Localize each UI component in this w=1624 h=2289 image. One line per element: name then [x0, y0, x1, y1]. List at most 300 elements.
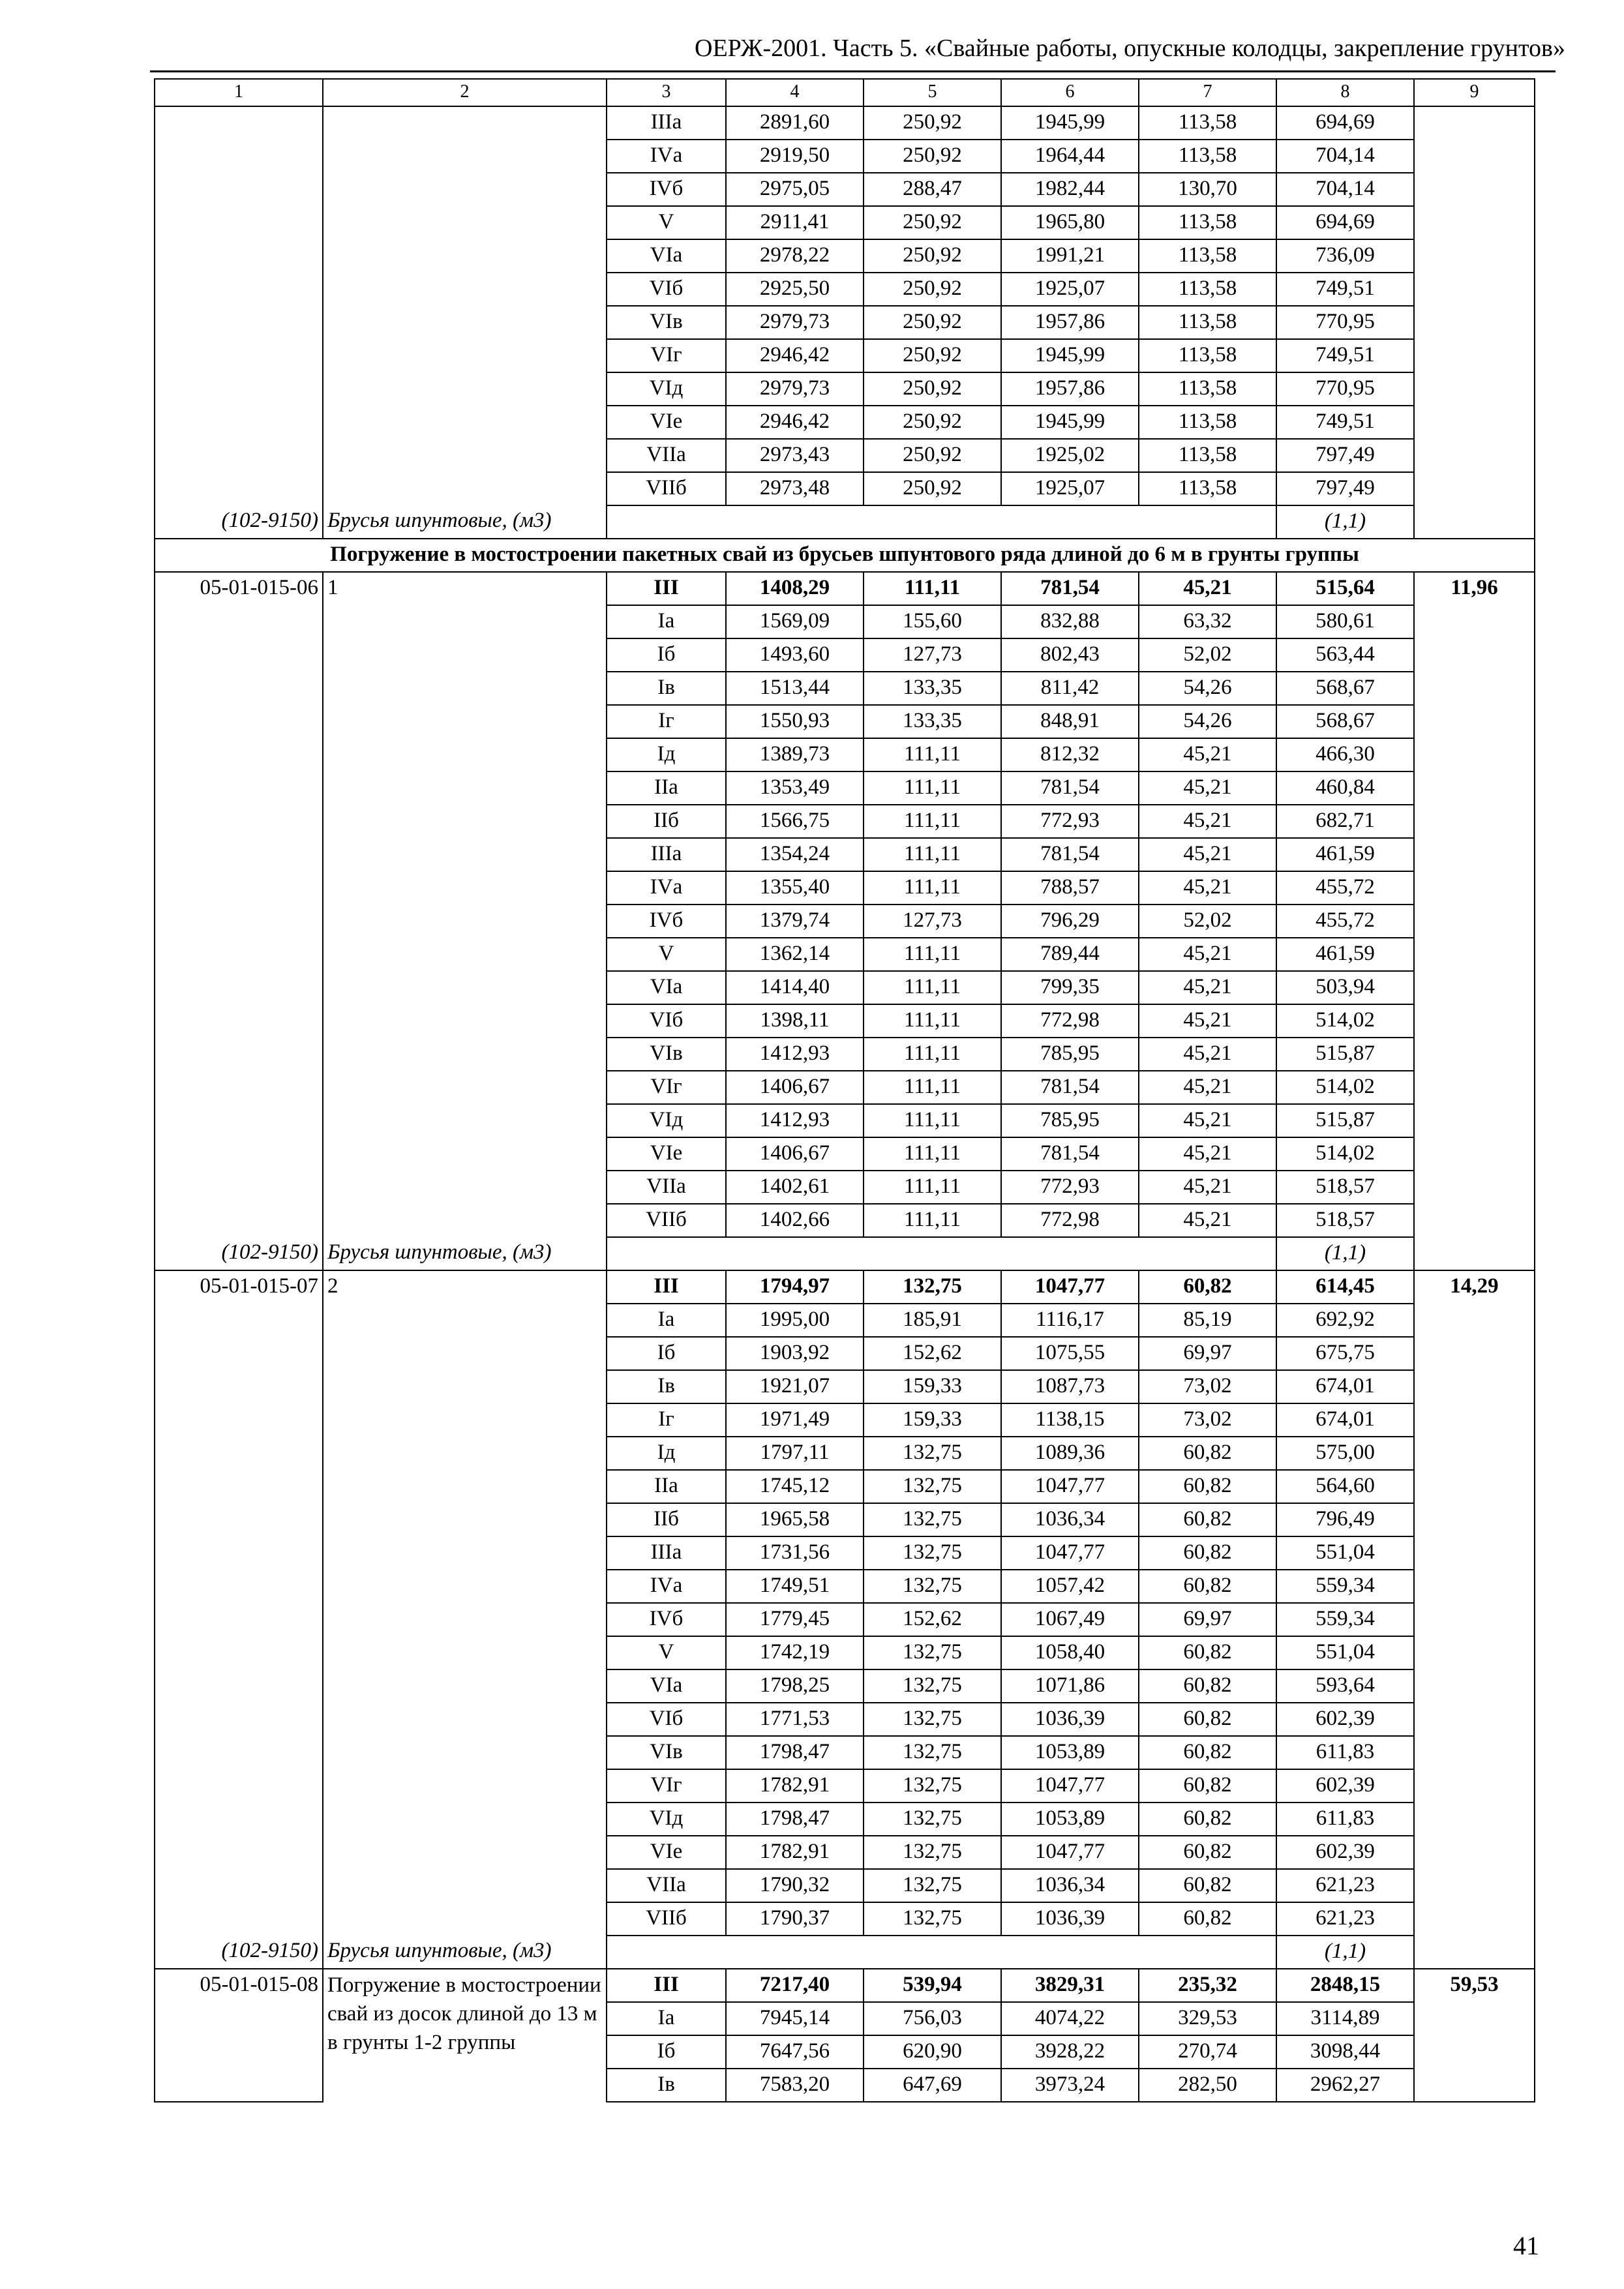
empty-cell: [155, 372, 323, 406]
cost-value: 796,49: [1276, 1503, 1414, 1536]
table-row: [155, 1803, 1535, 1836]
empty-cell: [1414, 106, 1535, 140]
column-number: 3: [607, 79, 726, 106]
cost-value: 111,11: [864, 1004, 1001, 1038]
cost-value: 130,70: [1139, 173, 1276, 206]
cost-value: 1965,80: [1001, 206, 1139, 239]
table-row: [155, 472, 1535, 505]
empty-cell: [323, 1803, 607, 1836]
resource-row: [155, 505, 1535, 539]
cost-value: 60,82: [1139, 1902, 1276, 1936]
rate-name: Погружение в мостостроении свай из досок длиной до 13 м в грунты 1-2 группы: [323, 1969, 607, 2102]
empty-cell: [1414, 1669, 1535, 1703]
cost-value: 461,59: [1276, 838, 1414, 871]
cost-value: 1945,99: [1001, 106, 1139, 140]
cost-value: 832,88: [1001, 605, 1139, 638]
cost-value: 111,11: [864, 971, 1001, 1004]
empty-cell: [1139, 505, 1276, 539]
empty-cell: [1414, 1536, 1535, 1570]
cost-value: 152,62: [864, 1337, 1001, 1370]
cost-value: 111,11: [864, 1071, 1001, 1104]
table-row: [155, 1902, 1535, 1936]
table-row: [155, 406, 1535, 439]
cost-value: 514,02: [1276, 1004, 1414, 1038]
table-row: [155, 1270, 1535, 1304]
soil-group: VIе: [607, 406, 726, 439]
column-number: 7: [1139, 79, 1276, 106]
cost-value: 611,83: [1276, 1803, 1414, 1836]
cost-value: 564,60: [1276, 1470, 1414, 1503]
cost-value: 113,58: [1139, 273, 1276, 306]
labor-value: 14,29: [1414, 1270, 1535, 1304]
soil-group: Iа: [607, 1304, 726, 1337]
empty-cell: [155, 672, 323, 705]
cost-value: 60,82: [1139, 1636, 1276, 1669]
cost-value: 2911,41: [726, 206, 864, 239]
empty-cell: [155, 1038, 323, 1071]
cost-value: 45,21: [1139, 838, 1276, 871]
cost-value: 2891,60: [726, 106, 864, 140]
cost-value: 1398,11: [726, 1004, 864, 1038]
cost-value: 1745,12: [726, 1470, 864, 1503]
soil-group: IVб: [607, 1603, 726, 1636]
empty-cell: [323, 472, 607, 505]
cost-value: 1964,44: [1001, 140, 1139, 173]
empty-cell: [323, 1437, 607, 1470]
column-number-row: [155, 79, 1535, 106]
resource-code: (102-9150): [155, 1237, 323, 1270]
empty-cell: [1414, 1403, 1535, 1437]
cost-value: 250,92: [864, 206, 1001, 239]
empty-cell: [1414, 1869, 1535, 1902]
empty-cell: [1414, 2002, 1535, 2035]
rate-name: 2: [323, 1270, 607, 1304]
cost-value: 132,75: [864, 1769, 1001, 1803]
empty-cell: [155, 1736, 323, 1769]
soil-group: III: [607, 1969, 726, 2002]
cost-value: 1971,49: [726, 1403, 864, 1437]
table-row: [155, 1869, 1535, 1902]
soil-group: IVб: [607, 173, 726, 206]
cost-value: 1965,58: [726, 1503, 864, 1536]
cost-value: 1513,44: [726, 672, 864, 705]
empty-cell: [323, 1902, 607, 1936]
cost-value: 1053,89: [1001, 1803, 1139, 1836]
cost-value: 85,19: [1139, 1304, 1276, 1337]
soil-group: VIб: [607, 273, 726, 306]
column-number: 8: [1276, 79, 1414, 106]
cost-value: 785,95: [1001, 1104, 1139, 1137]
cost-value: 675,75: [1276, 1337, 1414, 1370]
empty-cell: [155, 439, 323, 472]
cost-value: 45,21: [1139, 971, 1276, 1004]
table-row: [155, 738, 1535, 771]
cost-value: 45,21: [1139, 805, 1276, 838]
cost-value: 466,30: [1276, 738, 1414, 771]
soil-group: VIIа: [607, 1869, 726, 1902]
empty-cell: [155, 1536, 323, 1570]
cost-value: 54,26: [1139, 672, 1276, 705]
cost-value: 2919,50: [726, 140, 864, 173]
soil-group: IIб: [607, 805, 726, 838]
cost-value: 60,82: [1139, 1437, 1276, 1470]
empty-cell: [1414, 239, 1535, 273]
empty-cell: [155, 1570, 323, 1603]
empty-cell: [323, 1370, 607, 1403]
soil-group: IVа: [607, 1570, 726, 1603]
soil-group: VIд: [607, 1803, 726, 1836]
cost-value: 514,02: [1276, 1071, 1414, 1104]
table-row: [155, 1570, 1535, 1603]
cost-value: 1036,34: [1001, 1503, 1139, 1536]
cost-value: 1550,93: [726, 705, 864, 738]
cost-value: 551,04: [1276, 1536, 1414, 1570]
section-title: Погружение в мостостроении пакетных свай из брусьев шпунтового ряда длиной до 6 м в грунты группы: [155, 539, 1535, 572]
cost-value: 250,92: [864, 140, 1001, 173]
empty-cell: [1414, 306, 1535, 339]
empty-cell: [155, 1902, 323, 1936]
empty-cell: [155, 905, 323, 938]
cost-value: 1414,40: [726, 971, 864, 1004]
cost-value: 789,44: [1001, 938, 1139, 971]
table-row: [155, 1769, 1535, 1803]
price-table: [154, 78, 1535, 2102]
empty-cell: [323, 1038, 607, 1071]
empty-cell: [155, 1403, 323, 1437]
cost-value: 7217,40: [726, 1969, 864, 2002]
soil-group: Iв: [607, 2069, 726, 2102]
empty-cell: [323, 406, 607, 439]
empty-cell: [323, 1603, 607, 1636]
empty-cell: [323, 1503, 607, 1536]
empty-cell: [1414, 372, 1535, 406]
cost-value: 1362,14: [726, 938, 864, 971]
cost-value: 111,11: [864, 1038, 1001, 1071]
soil-group: VIд: [607, 1104, 726, 1137]
cost-value: 518,57: [1276, 1171, 1414, 1204]
cost-value: 60,82: [1139, 1736, 1276, 1769]
empty-cell: [1414, 738, 1535, 771]
empty-cell: [323, 1736, 607, 1769]
cost-value: 1731,56: [726, 1536, 864, 1570]
empty-cell: [1001, 1237, 1139, 1270]
cost-value: 797,49: [1276, 472, 1414, 505]
soil-group: Iб: [607, 2035, 726, 2069]
cost-value: 282,50: [1139, 2069, 1276, 2102]
cost-value: 1089,36: [1001, 1437, 1139, 1470]
empty-cell: [1414, 638, 1535, 672]
cost-value: 113,58: [1139, 106, 1276, 140]
table-row: [155, 106, 1535, 140]
empty-cell: [323, 1071, 607, 1104]
cost-value: 1797,11: [726, 1437, 864, 1470]
cost-value: 52,02: [1139, 905, 1276, 938]
cost-value: 133,35: [864, 672, 1001, 705]
empty-cell: [1414, 273, 1535, 306]
empty-cell: [1414, 805, 1535, 838]
table-row: [155, 1370, 1535, 1403]
table-row: [155, 1536, 1535, 1570]
table-row: [155, 771, 1535, 805]
empty-cell: [1414, 439, 1535, 472]
soil-group: V: [607, 1636, 726, 1669]
empty-cell: [1414, 1836, 1535, 1869]
cost-value: 132,75: [864, 1636, 1001, 1669]
cost-value: 515,87: [1276, 1104, 1414, 1137]
empty-cell: [323, 1669, 607, 1703]
table-row: [155, 1836, 1535, 1869]
cost-value: 551,04: [1276, 1636, 1414, 1669]
cost-value: 1957,86: [1001, 306, 1139, 339]
table-row: [155, 1137, 1535, 1171]
empty-cell: [323, 938, 607, 971]
rate-name: 1: [323, 572, 607, 605]
empty-cell: [1414, 1470, 1535, 1503]
cost-value: 45,21: [1139, 871, 1276, 905]
cost-value: 515,64: [1276, 572, 1414, 605]
column-number: 6: [1001, 79, 1139, 106]
cost-value: 132,75: [864, 1869, 1001, 1902]
cost-value: 1991,21: [1001, 239, 1139, 273]
soil-group: VIIа: [607, 1171, 726, 1204]
cost-value: 45,21: [1139, 572, 1276, 605]
cost-value: 69,97: [1139, 1337, 1276, 1370]
table-row: [155, 339, 1535, 372]
cost-value: 1047,77: [1001, 1769, 1139, 1803]
cost-value: 60,82: [1139, 1570, 1276, 1603]
cost-value: 1067,49: [1001, 1603, 1139, 1636]
soil-group: Iг: [607, 1403, 726, 1437]
column-number: 4: [726, 79, 864, 106]
cost-value: 460,84: [1276, 771, 1414, 805]
cost-value: 3098,44: [1276, 2035, 1414, 2069]
empty-cell: [155, 140, 323, 173]
empty-cell: [1414, 1337, 1535, 1370]
cost-value: 155,60: [864, 605, 1001, 638]
empty-cell: [155, 206, 323, 239]
resource-quantity: (1,1): [1276, 1237, 1414, 1270]
cost-value: 113,58: [1139, 372, 1276, 406]
empty-cell: [1414, 871, 1535, 905]
cost-value: 611,83: [1276, 1736, 1414, 1769]
empty-cell: [1001, 505, 1139, 539]
cost-value: 250,92: [864, 239, 1001, 273]
cost-value: 185,91: [864, 1304, 1001, 1337]
cost-value: 60,82: [1139, 1470, 1276, 1503]
empty-cell: [155, 406, 323, 439]
cost-value: 60,82: [1139, 1503, 1276, 1536]
cost-value: 73,02: [1139, 1370, 1276, 1403]
empty-cell: [323, 605, 607, 638]
cost-value: 1771,53: [726, 1703, 864, 1736]
cost-value: 1036,39: [1001, 1703, 1139, 1736]
empty-cell: [1414, 1038, 1535, 1071]
cost-value: 568,67: [1276, 672, 1414, 705]
empty-cell: [726, 1237, 864, 1270]
cost-value: 772,93: [1001, 1171, 1139, 1204]
cost-value: 1921,07: [726, 1370, 864, 1403]
cost-value: 1925,02: [1001, 439, 1139, 472]
cost-value: 772,98: [1001, 1004, 1139, 1038]
cost-value: 704,14: [1276, 173, 1414, 206]
soil-group: Iд: [607, 738, 726, 771]
cost-value: 113,58: [1139, 306, 1276, 339]
empty-cell: [1414, 1004, 1535, 1038]
cost-value: 2973,43: [726, 439, 864, 472]
empty-cell: [323, 1171, 607, 1204]
soil-group: VIа: [607, 1669, 726, 1703]
empty-cell: [1414, 1736, 1535, 1769]
cost-value: 694,69: [1276, 106, 1414, 140]
empty-cell: [1414, 1237, 1535, 1270]
empty-cell: [155, 2069, 323, 2102]
cost-value: 518,57: [1276, 1204, 1414, 1237]
cost-value: 329,53: [1139, 2002, 1276, 2035]
cost-value: 781,54: [1001, 1137, 1139, 1171]
cost-value: 1116,17: [1001, 1304, 1139, 1337]
cost-value: 559,34: [1276, 1570, 1414, 1603]
cost-value: 3114,89: [1276, 2002, 1414, 2035]
soil-group: VIг: [607, 1769, 726, 1803]
cost-value: 63,32: [1139, 605, 1276, 638]
empty-cell: [1414, 1803, 1535, 1836]
cost-value: 60,82: [1139, 1836, 1276, 1869]
soil-group: Iг: [607, 705, 726, 738]
soil-group: V: [607, 938, 726, 971]
cost-value: 1047,77: [1001, 1470, 1139, 1503]
soil-group: IVб: [607, 905, 726, 938]
empty-cell: [155, 1836, 323, 1869]
cost-value: 799,35: [1001, 971, 1139, 1004]
cost-value: 781,54: [1001, 572, 1139, 605]
cost-value: 127,73: [864, 638, 1001, 672]
empty-cell: [155, 838, 323, 871]
empty-cell: [323, 1337, 607, 1370]
empty-cell: [323, 1403, 607, 1437]
cost-value: 111,11: [864, 738, 1001, 771]
cost-value: 781,54: [1001, 838, 1139, 871]
cost-value: 54,26: [1139, 705, 1276, 738]
cost-value: 250,92: [864, 273, 1001, 306]
soil-group: III: [607, 572, 726, 605]
empty-cell: [1414, 771, 1535, 805]
empty-cell: [323, 1703, 607, 1736]
empty-cell: [323, 1470, 607, 1503]
empty-cell: [1414, 339, 1535, 372]
cost-value: 1402,61: [726, 1171, 864, 1204]
cost-value: 159,33: [864, 1370, 1001, 1403]
cost-value: 2973,48: [726, 472, 864, 505]
cost-value: 1355,40: [726, 871, 864, 905]
empty-cell: [155, 2002, 323, 2035]
cost-value: 1566,75: [726, 805, 864, 838]
empty-cell: [155, 938, 323, 971]
cost-value: 113,58: [1139, 472, 1276, 505]
empty-cell: [323, 306, 607, 339]
soil-group: VIIб: [607, 1902, 726, 1936]
resource-code: (102-9150): [155, 1936, 323, 1969]
cost-value: 250,92: [864, 306, 1001, 339]
cost-value: 1353,49: [726, 771, 864, 805]
cost-value: 647,69: [864, 2069, 1001, 2102]
cost-value: 250,92: [864, 439, 1001, 472]
cost-value: 111,11: [864, 771, 1001, 805]
empty-cell: [155, 1636, 323, 1669]
table-row: [155, 971, 1535, 1004]
cost-value: 704,14: [1276, 140, 1414, 173]
cost-value: 132,75: [864, 1437, 1001, 1470]
soil-group: Iа: [607, 2002, 726, 2035]
empty-cell: [323, 140, 607, 173]
cost-value: 1036,39: [1001, 1902, 1139, 1936]
table-row: [155, 1337, 1535, 1370]
table-row: [155, 805, 1535, 838]
empty-cell: [726, 1936, 864, 1969]
cost-value: 45,21: [1139, 738, 1276, 771]
table-row: [155, 173, 1535, 206]
empty-cell: [323, 1304, 607, 1337]
page-header: ОЕРЖ-2001. Часть 5. «Свайные работы, опускные колодцы, закрепление грунтов»: [695, 35, 1565, 62]
cost-value: 1742,19: [726, 1636, 864, 1669]
cost-value: 132,75: [864, 1669, 1001, 1703]
empty-cell: [155, 173, 323, 206]
cost-value: 111,11: [864, 1104, 1001, 1137]
cost-value: 770,95: [1276, 306, 1414, 339]
empty-cell: [155, 1869, 323, 1902]
empty-cell: [323, 239, 607, 273]
empty-cell: [323, 206, 607, 239]
page-number: 41: [1513, 2231, 1539, 2260]
cost-value: 749,51: [1276, 406, 1414, 439]
soil-group: VIв: [607, 306, 726, 339]
cost-value: 1412,93: [726, 1104, 864, 1137]
cost-value: 133,35: [864, 705, 1001, 738]
column-number: 2: [323, 79, 607, 106]
cost-value: 620,90: [864, 2035, 1001, 2069]
empty-cell: [155, 1803, 323, 1836]
cost-value: 1047,77: [1001, 1270, 1139, 1304]
resource-row: [155, 1936, 1535, 1969]
cost-value: 1945,99: [1001, 406, 1139, 439]
cost-value: 1798,47: [726, 1736, 864, 1769]
empty-cell: [323, 173, 607, 206]
cost-value: 45,21: [1139, 1171, 1276, 1204]
empty-cell: [1414, 2069, 1535, 2102]
cost-value: 770,95: [1276, 372, 1414, 406]
cost-value: 559,34: [1276, 1603, 1414, 1636]
empty-cell: [1414, 1503, 1535, 1536]
table-row: [155, 140, 1535, 173]
cost-value: 2848,15: [1276, 1969, 1414, 2002]
soil-group: VIIб: [607, 1204, 726, 1237]
empty-cell: [1414, 1603, 1535, 1636]
cost-value: 1406,67: [726, 1137, 864, 1171]
column-number: 5: [864, 79, 1001, 106]
cost-value: 455,72: [1276, 871, 1414, 905]
table-row: [155, 1437, 1535, 1470]
cost-value: 60,82: [1139, 1536, 1276, 1570]
cost-value: 45,21: [1139, 1104, 1276, 1137]
cost-value: 250,92: [864, 372, 1001, 406]
cost-value: 1493,60: [726, 638, 864, 672]
empty-cell: [155, 1104, 323, 1137]
empty-cell: [323, 1836, 607, 1869]
cost-value: 3973,24: [1001, 2069, 1139, 2102]
empty-cell: [1414, 672, 1535, 705]
soil-group: VIг: [607, 339, 726, 372]
cost-value: 621,23: [1276, 1869, 1414, 1902]
soil-group: IIIа: [607, 1536, 726, 1570]
